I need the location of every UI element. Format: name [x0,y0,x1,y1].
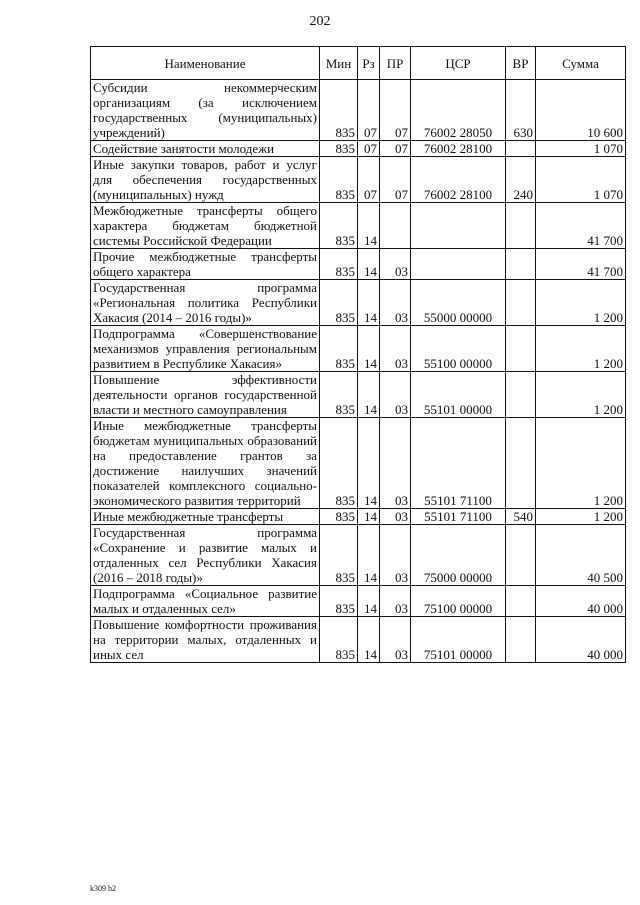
row-vr [506,203,536,249]
row-sum: 40 500 [536,525,626,586]
row-vr [506,617,536,663]
header-sum: Сумма [536,47,626,80]
row-pr: 03 [380,418,411,509]
row-pr: 07 [380,157,411,203]
row-rz: 14 [358,203,380,249]
row-rz: 14 [358,586,380,617]
header-vr: ВР [506,47,536,80]
row-sum: 10 600 [536,80,626,141]
row-pr [380,203,411,249]
row-vr [506,525,536,586]
table-row [91,249,626,280]
row-csr: 55101 71100 [411,509,506,525]
table-row [91,525,626,586]
row-rz: 07 [358,157,380,203]
table-row [91,586,626,617]
row-min: 835 [320,157,358,203]
row-min: 835 [320,372,358,418]
row-name [91,586,320,617]
row-min: 835 [320,280,358,326]
row-sum: 1 070 [536,141,626,157]
row-name-text: Подпрограмма «Социальное развитие малых и отдаленных сел» [93,586,317,616]
row-vr: 540 [506,509,536,525]
row-name [91,157,320,203]
row-pr: 03 [380,280,411,326]
table-row [91,617,626,663]
row-pr: 03 [380,509,411,525]
row-sum: 40 000 [536,586,626,617]
row-pr: 03 [380,249,411,280]
row-sum: 41 700 [536,249,626,280]
table-row [91,141,626,157]
row-pr: 07 [380,80,411,141]
row-vr [506,280,536,326]
row-vr [506,249,536,280]
row-min: 835 [320,586,358,617]
row-rz: 14 [358,249,380,280]
header-csr: ЦСР [411,47,506,80]
row-min: 835 [320,525,358,586]
row-min: 835 [320,617,358,663]
row-csr: 76002 28050 [411,80,506,141]
row-min: 835 [320,203,358,249]
header-rz: Рз [358,47,380,80]
row-name-text: Иные закупки товаров, работ и услуг для обеспечения государственных (муниципальных) нужд [93,157,317,202]
row-name [91,203,320,249]
row-name [91,372,320,418]
row-rz: 14 [358,280,380,326]
row-pr: 03 [380,525,411,586]
row-name-text: Иные межбюджетные трансферты [93,509,284,524]
row-name-text: Межбюджетные трансферты общего характера бюджетам бюджетной системы Российской Федерации [93,203,317,248]
row-pr: 03 [380,617,411,663]
row-vr [506,326,536,372]
table-row [91,418,626,509]
table-row [91,326,626,372]
row-name [91,80,320,141]
row-name [91,280,320,326]
row-vr [506,372,536,418]
row-min: 835 [320,141,358,157]
row-sum: 1 200 [536,418,626,509]
header-min: Мин [320,47,358,80]
row-name-text: Государственная программа «Сохранение и развитие малых и отдаленных сел Республики Хакасия (2016 – 2018 годы)» [93,525,317,585]
row-vr [506,418,536,509]
row-sum: 41 700 [536,203,626,249]
row-csr: 55000 00000 [411,280,506,326]
row-pr: 07 [380,141,411,157]
row-pr: 03 [380,326,411,372]
row-csr: 55101 00000 [411,372,506,418]
row-csr: 76002 28100 [411,141,506,157]
footer-code: k309 h2 [90,884,116,893]
row-sum: 40 000 [536,617,626,663]
row-pr: 03 [380,372,411,418]
row-rz: 14 [358,509,380,525]
row-min: 835 [320,418,358,509]
table-row [91,203,626,249]
row-sum: 1 200 [536,509,626,525]
row-name-text: Повышение эффективности деятельности органов государственной власти и местного самоуправления [93,372,317,417]
row-name [91,525,320,586]
table-row [91,280,626,326]
header-name: Наименование [91,47,320,80]
row-rz: 14 [358,418,380,509]
row-rz: 14 [358,372,380,418]
row-rz: 14 [358,525,380,586]
row-name [91,326,320,372]
table-row [91,157,626,203]
row-min: 835 [320,80,358,141]
row-name-text: Субсидии некоммерческим организациям (за исключением государственных (муниципальных) учреждений) [93,80,317,140]
page-number: 202 [309,14,331,29]
table-row [91,509,626,525]
row-name [91,249,320,280]
row-vr [506,141,536,157]
row-vr [506,586,536,617]
row-vr: 240 [506,157,536,203]
row-name [91,141,320,157]
row-rz: 14 [358,326,380,372]
row-sum: 1 200 [536,372,626,418]
row-csr: 75000 00000 [411,525,506,586]
row-rz: 07 [358,80,380,141]
row-csr [411,249,506,280]
table-row [91,372,626,418]
row-sum: 1 070 [536,157,626,203]
row-name-text: Прочие межбюджетные трансферты общего характера [93,249,317,279]
budget-table [90,46,626,663]
row-name-text: Государственная программа «Региональная политика Республики Хакасия (2014 – 2016 годы)» [93,280,317,325]
header-pr: ПР [380,47,411,80]
row-csr: 55101 71100 [411,418,506,509]
row-vr: 630 [506,80,536,141]
row-name-text: Подпрограмма «Совершенствование механизмов управления региональным развитием в Республике Хакасия» [93,326,317,371]
row-name [91,617,320,663]
row-csr [411,203,506,249]
row-name [91,418,320,509]
row-name-text: Повышение комфортности проживания на территории малых, отдаленных и иных сел [93,617,317,662]
row-csr: 75100 00000 [411,586,506,617]
row-rz: 07 [358,141,380,157]
row-pr: 03 [380,586,411,617]
table-header-row [91,47,626,80]
row-csr: 55100 00000 [411,326,506,372]
row-name-text: Иные межбюджетные трансферты бюджетам муниципальных образований на предоставление грантов за достижение наилучших значений показателей комплексного социально-экономического развития территорий [93,418,317,508]
row-name-text: Содействие занятости молодежи [93,141,275,156]
row-min: 835 [320,509,358,525]
row-sum: 1 200 [536,280,626,326]
row-min: 835 [320,249,358,280]
row-csr: 76002 28100 [411,157,506,203]
row-min: 835 [320,326,358,372]
row-rz: 14 [358,617,380,663]
table-row [91,80,626,141]
row-sum: 1 200 [536,326,626,372]
row-name [91,509,320,525]
row-csr: 75101 00000 [411,617,506,663]
